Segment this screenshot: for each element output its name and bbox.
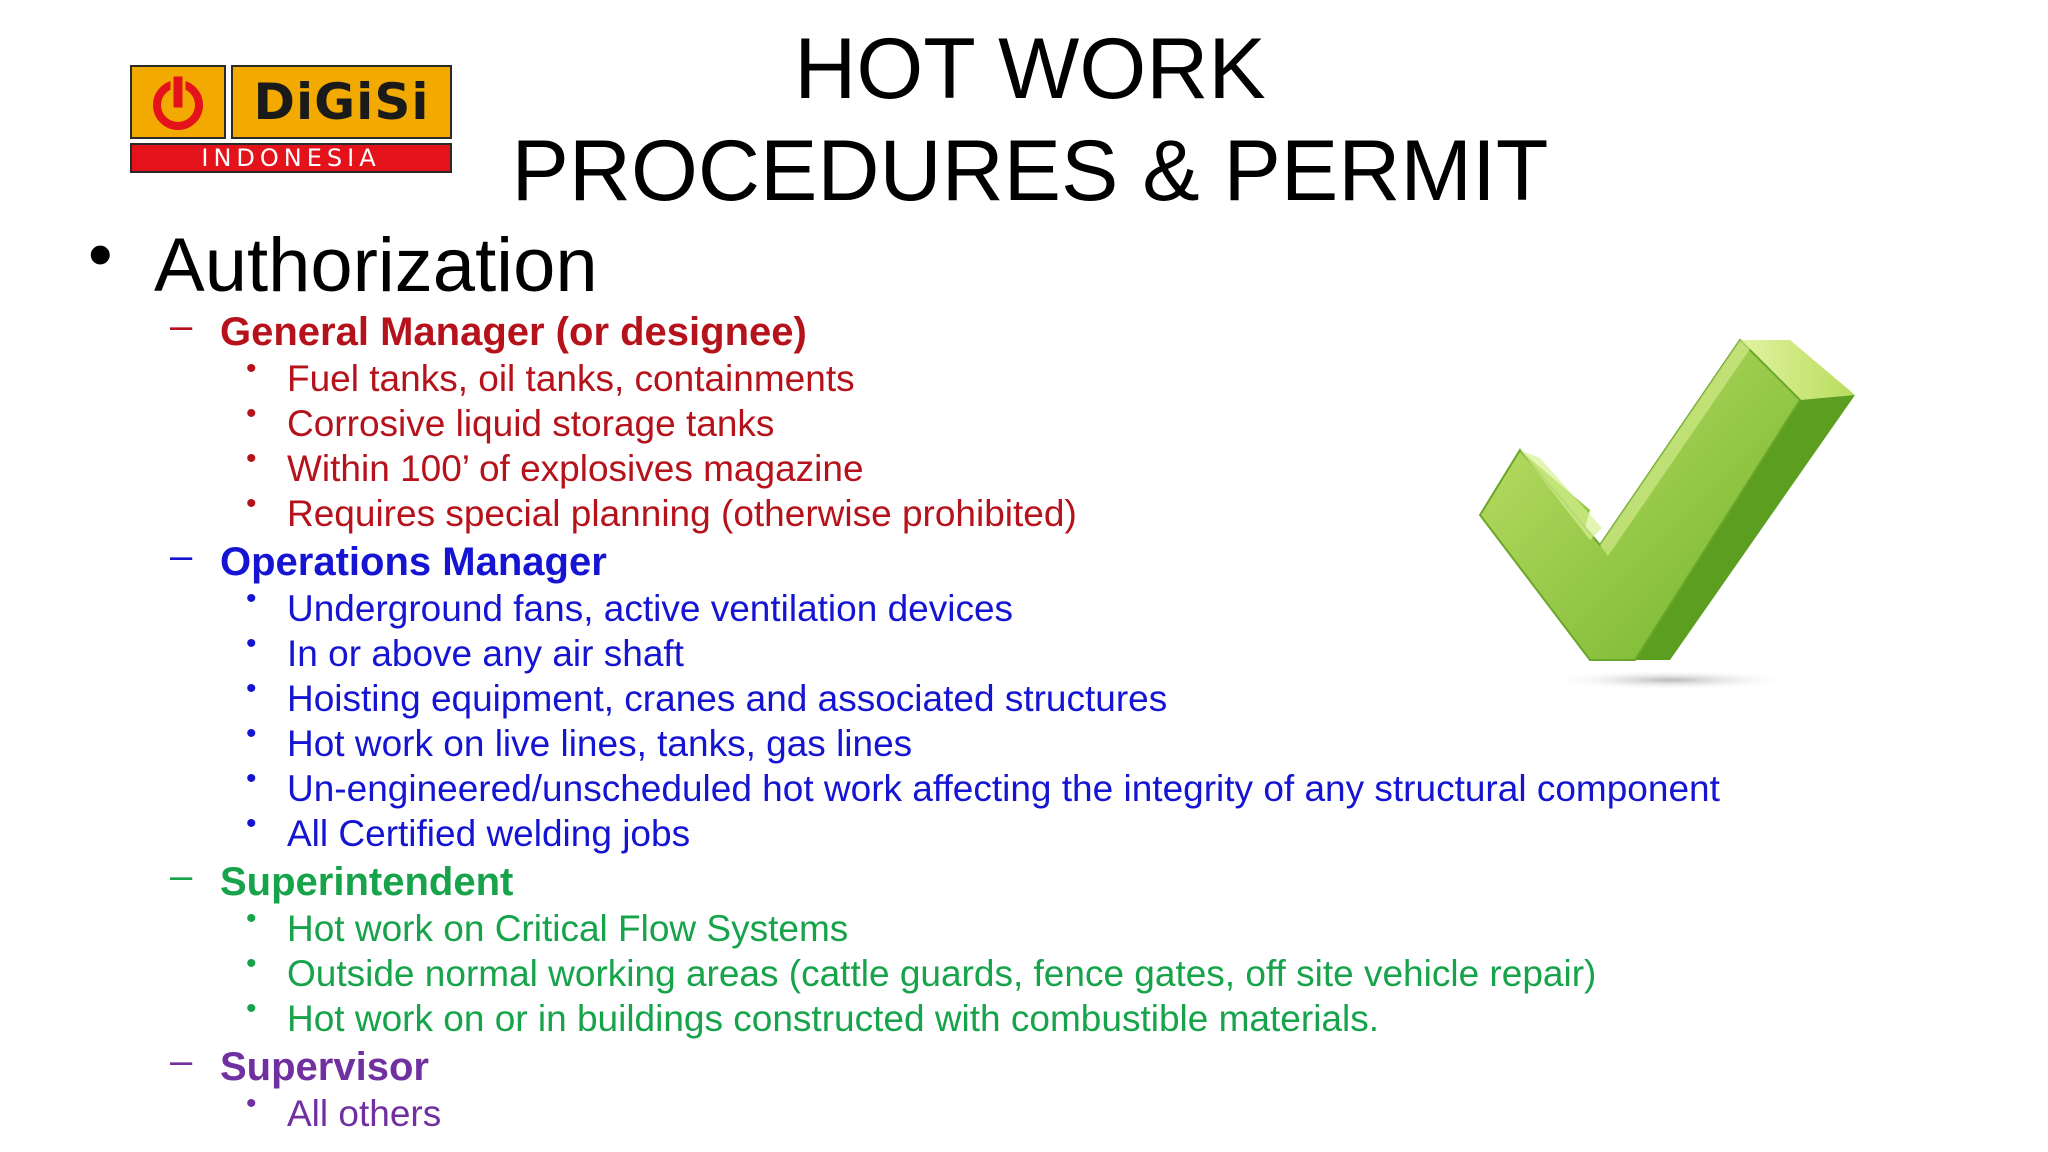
dash-icon: – [170,534,193,578]
dash-icon: – [170,854,193,898]
bullet-icon: • [246,992,257,1025]
bullet-icon: • [246,807,257,840]
logo-subtitle: INDONESIA [130,143,452,173]
bullet-icon: • [246,1087,257,1120]
bullet-icon: • [246,672,257,705]
checkmark-icon [1470,330,1870,690]
slide-title [470,18,1590,222]
logo-brand: DiGiSi [231,65,452,139]
bullet-icon: • [246,397,257,430]
title-line-2: PROCEDURES & PERMIT [511,123,1549,219]
company-logo [130,65,452,173]
dash-icon: – [170,304,193,348]
bullet-icon: • [246,902,257,935]
title-line-1: HOT WORK [794,21,1266,117]
bullet-icon: • [246,947,257,980]
power-icon [130,65,226,139]
dash-icon: – [170,1039,193,1083]
bullet-icon: • [246,442,257,475]
bullet-icon: • [246,627,257,660]
bullet-icon: • [246,717,257,750]
bullet-icon: • [246,762,257,795]
bullet-icon: • [246,582,257,615]
bullet-icon: • [246,487,257,520]
bullet-icon: • [88,215,113,293]
bullet-icon: • [246,352,257,385]
